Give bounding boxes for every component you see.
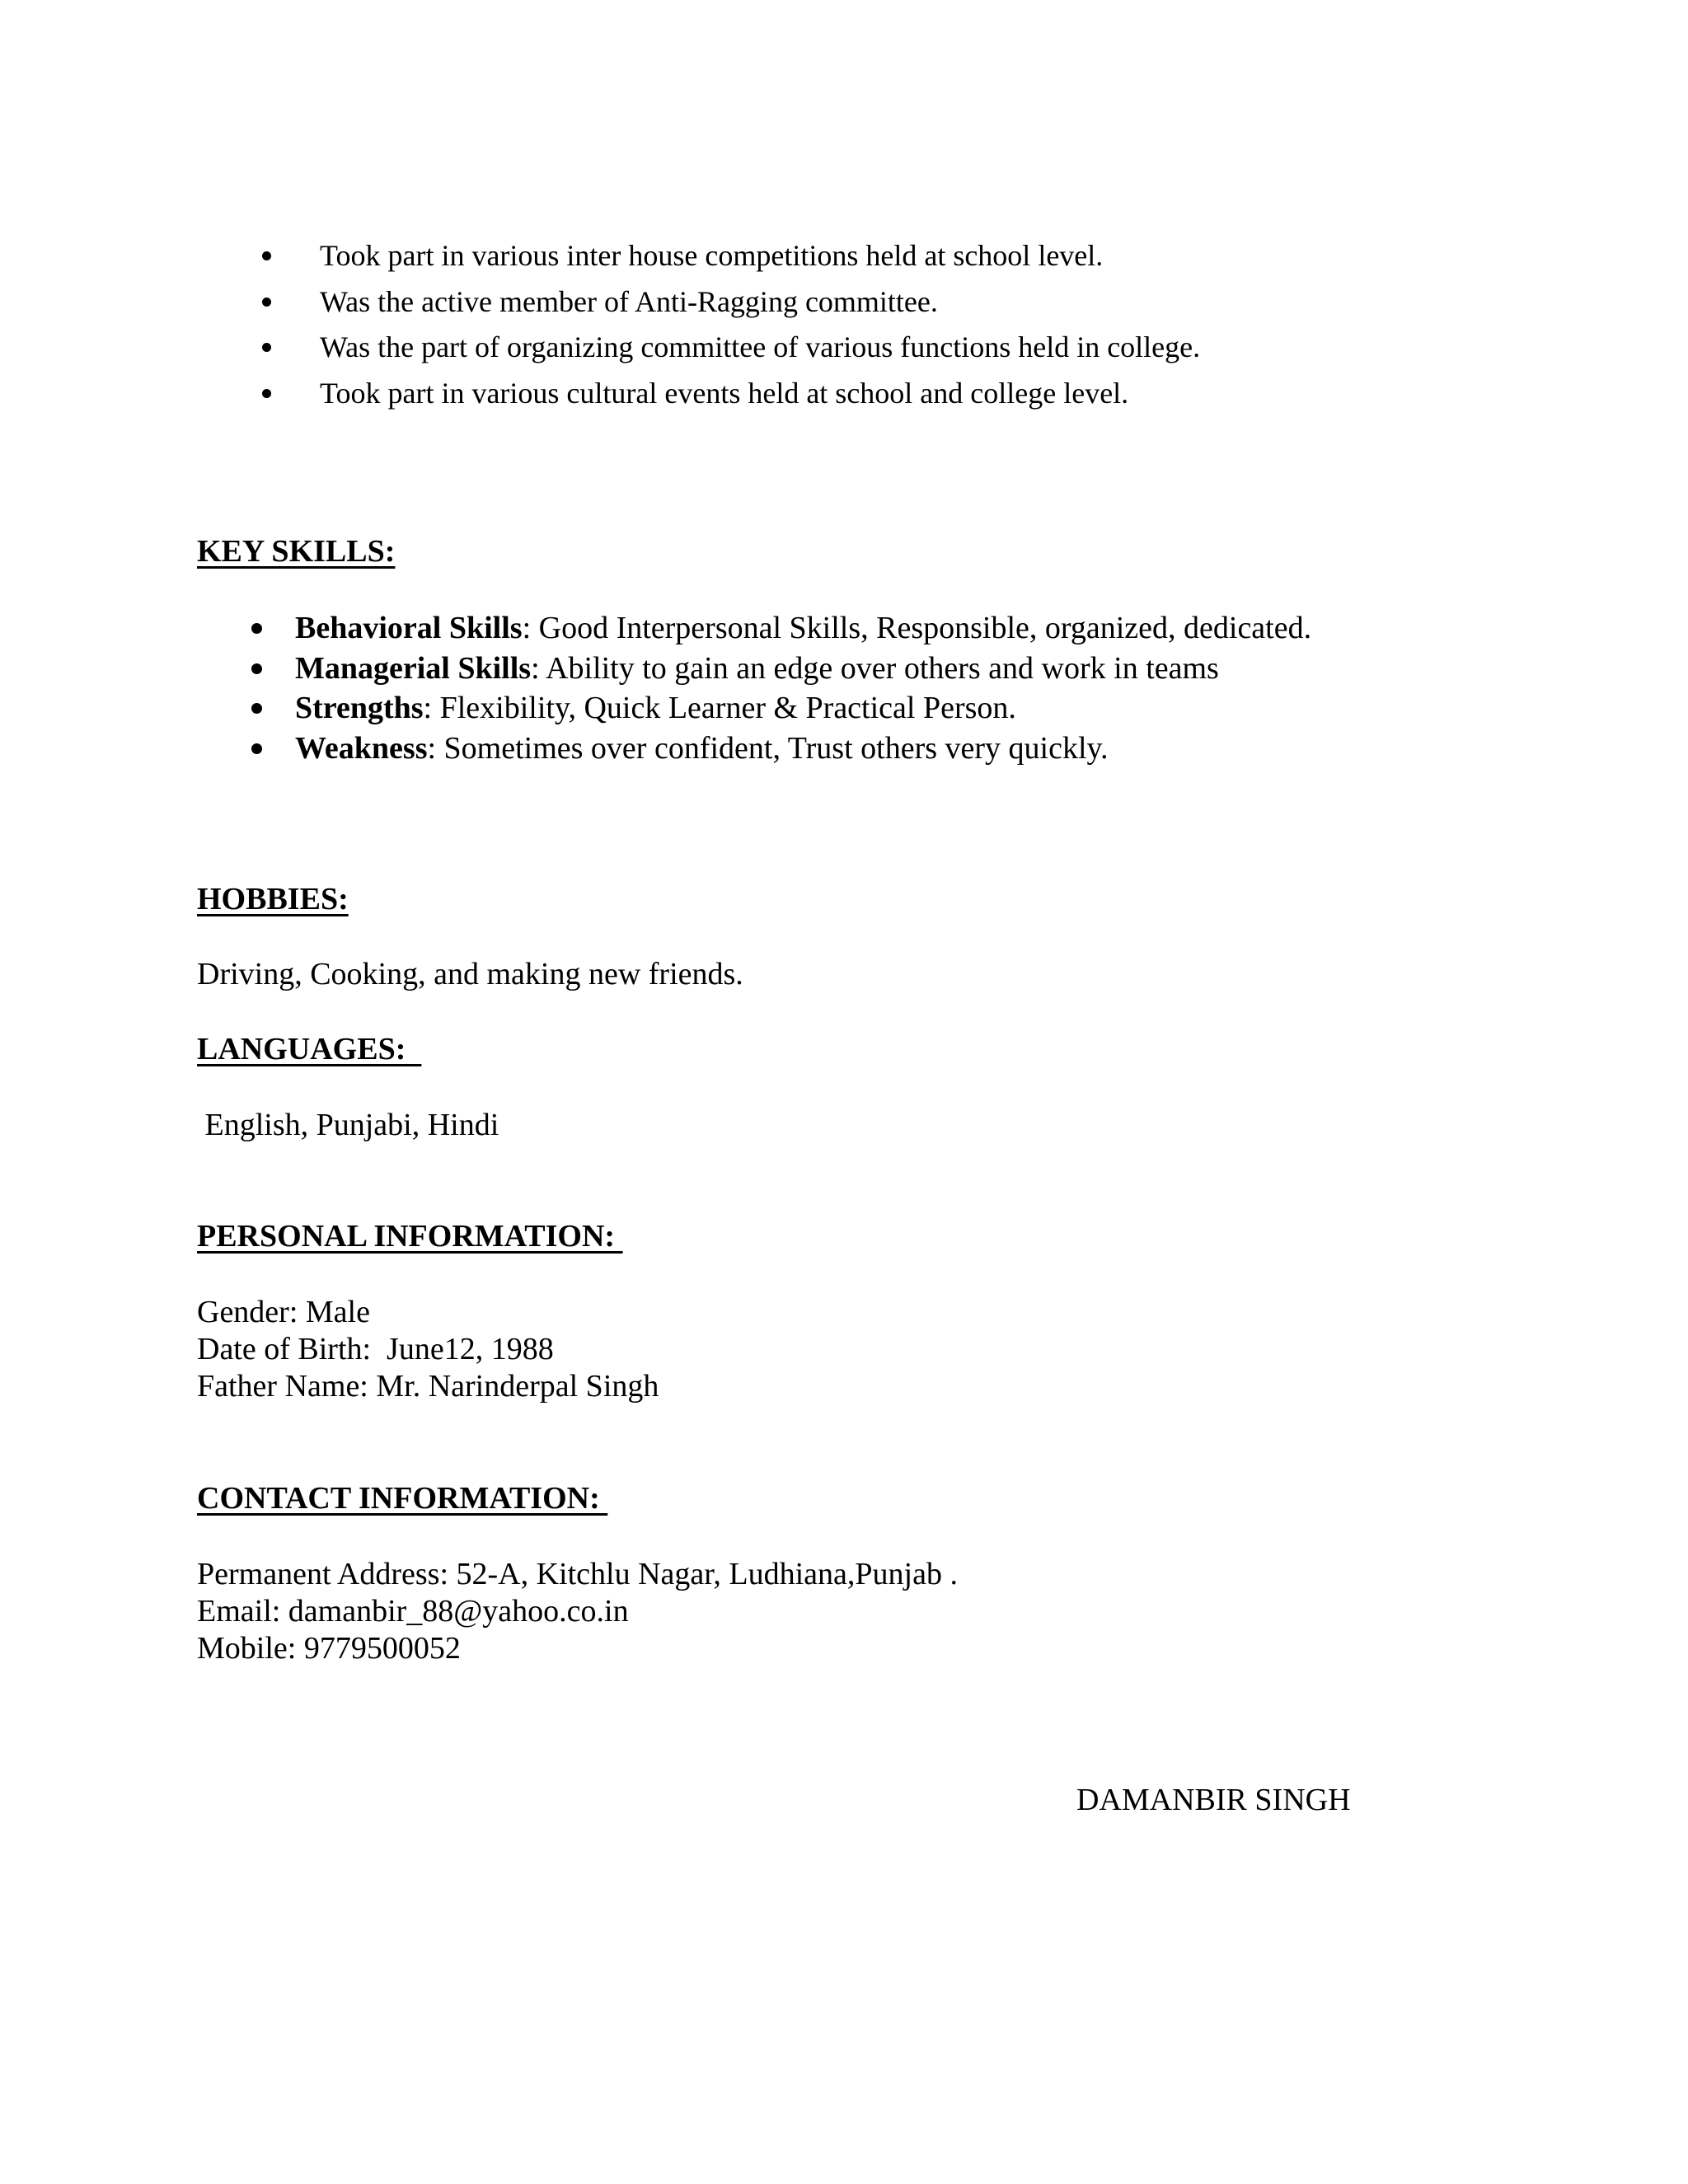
hobbies-text: Driving, Cooking, and making new friends. [197, 957, 743, 991]
bullet-icon [251, 623, 262, 634]
skill-label: Weakness [295, 731, 428, 766]
skill-text: : Ability to gain an edge over others and work in teams [531, 651, 1219, 686]
bullet-icon [262, 343, 271, 352]
key-skills-heading: KEY SKILLS: [197, 534, 396, 569]
skill-label: Strengths [295, 691, 424, 725]
list-item [295, 612, 1311, 644]
bullet-icon [251, 663, 262, 674]
bullet-icon [262, 251, 271, 260]
languages-heading: LANGUAGES: [197, 1032, 422, 1066]
contact-information-heading: CONTACT INFORMATION: [197, 1481, 608, 1516]
mobile-text: Mobile: 9779500052 [197, 1631, 461, 1666]
skill-text: : Good Interpersonal Skills, Responsible, organized, dedicated. [522, 611, 1312, 645]
skill-label: Behavioral Skills [295, 611, 523, 645]
list-item [272, 239, 1104, 272]
bullet-icon [251, 743, 262, 754]
list-item [295, 653, 1219, 684]
list-item [295, 733, 1109, 764]
languages-text: English, Punjabi, Hindi [197, 1108, 499, 1142]
bullet-icon [262, 389, 271, 398]
gender-text: Gender: Male [197, 1295, 370, 1329]
address-text: Permanent Address: 52-A, Kitchlu Nagar, Ludhiana,Punjab . [197, 1557, 958, 1591]
skill-text: : Flexibility, Quick Learner & Practical Person. [423, 691, 1016, 725]
list-item [272, 377, 1129, 410]
activity-text: Was the active member of Anti-Ragging committee. [320, 285, 938, 318]
list-item [272, 330, 1201, 363]
bullet-icon [262, 298, 271, 307]
skill-text: : Sometimes over confident, Trust others very quickly. [427, 731, 1109, 766]
skill-label: Managerial Skills [295, 651, 532, 686]
activity-text: Took part in various cultural events held at school and college level. [320, 377, 1129, 410]
email-text: Email: damanbir_88@yahoo.co.in [197, 1594, 629, 1629]
list-item [295, 692, 1016, 724]
activity-text: Was the part of organizing committee of various functions held in college. [320, 330, 1201, 363]
father-name-text: Father Name: Mr. Narinderpal Singh [197, 1369, 659, 1404]
personal-information-heading: PERSONAL INFORMATION: [197, 1219, 623, 1254]
activity-text: Took part in various inter house competitions held at school level. [320, 239, 1104, 272]
dob-text: Date of Birth: June12, 1988 [197, 1332, 554, 1366]
list-item [272, 285, 938, 318]
signature-name: DAMANBIR SINGH [1076, 1783, 1351, 1817]
bullet-icon [251, 703, 262, 714]
hobbies-heading: HOBBIES: [197, 882, 349, 916]
